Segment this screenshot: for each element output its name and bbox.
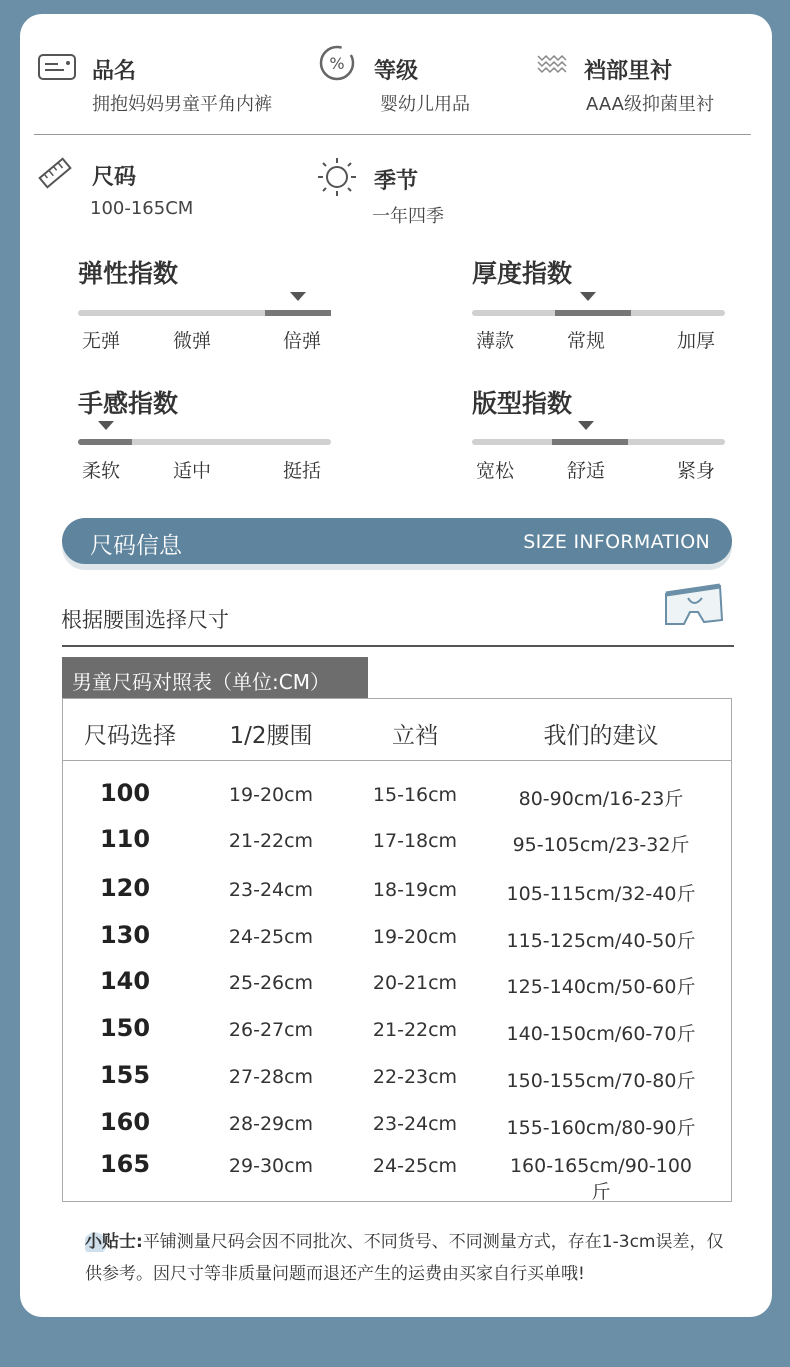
- waist-cell: 24-25cm: [228, 926, 314, 948]
- fit-label-0: 宽松: [476, 460, 515, 482]
- underwear-icon: [660, 580, 728, 630]
- table-header-size: 尺码选择: [84, 723, 176, 749]
- elastic-index-fill: [265, 310, 331, 316]
- waist-cell: 19-20cm: [228, 784, 314, 806]
- size-cell: 150: [99, 1014, 151, 1042]
- divider: [34, 134, 751, 135]
- feel-index-track: [78, 439, 331, 445]
- advice-cell: 105-115cm/32-40斤: [506, 883, 696, 905]
- thickness-index-track: [472, 310, 725, 316]
- attr-grade-label: 等级: [374, 59, 419, 84]
- thickness-label-0: 薄款: [476, 330, 515, 352]
- percent-icon: [318, 44, 356, 82]
- size-cell: 160: [99, 1108, 151, 1136]
- table-caption: 男童尺码对照表（单位:CM）: [72, 670, 330, 694]
- ruler-icon: [38, 156, 72, 190]
- waist-cell: 27-28cm: [228, 1066, 314, 1088]
- advice-cell: 155-160cm/80-90斤: [506, 1117, 696, 1139]
- elastic-label-1: 微弹: [173, 330, 212, 352]
- table-row: [63, 967, 733, 1007]
- thickness-index-title: 厚度指数: [472, 259, 573, 288]
- svg-text:%: %: [329, 54, 345, 73]
- size-cell: 100: [99, 779, 151, 807]
- waist-cell: 28-29cm: [228, 1113, 314, 1135]
- table-caption-tab: [62, 657, 368, 698]
- table-row: [63, 825, 733, 865]
- elastic-index-marker: [290, 292, 306, 301]
- advice-cell: 115-125cm/40-50斤: [506, 930, 696, 952]
- tip-label: 小贴士:: [85, 1232, 143, 1252]
- fit-index-title: 版型指数: [472, 389, 573, 418]
- table-row: [63, 1108, 733, 1148]
- fabric-icon: [536, 52, 570, 78]
- fit-label-1: 舒适: [567, 460, 606, 482]
- product-card: [20, 14, 772, 1317]
- thickness-index-marker: [580, 292, 596, 301]
- card-icon: [38, 54, 76, 80]
- tip-note: [85, 1226, 725, 1290]
- rise-cell: 15-16cm: [372, 784, 458, 806]
- table-row: [63, 779, 733, 819]
- feel-index-marker: [98, 421, 114, 430]
- attr-season-label: 季节: [374, 169, 419, 194]
- size-cell: 165: [99, 1150, 151, 1178]
- feel-label-0: 柔软: [82, 460, 121, 482]
- rise-cell: 19-20cm: [372, 926, 458, 948]
- fit-index-marker: [578, 421, 594, 430]
- waist-cell: 26-27cm: [228, 1019, 314, 1041]
- fit-index-fill: [552, 439, 628, 445]
- size-cell: 155: [99, 1061, 151, 1089]
- feel-index-fill: [78, 439, 132, 445]
- elastic-label-0: 无弹: [82, 330, 121, 352]
- section-rule: [62, 645, 734, 647]
- rise-cell: 17-18cm: [372, 830, 458, 852]
- table-header-rule: [63, 760, 731, 761]
- waist-cell: 29-30cm: [228, 1155, 314, 1177]
- rise-cell: 22-23cm: [372, 1066, 458, 1088]
- attr-size-label: 尺码: [92, 165, 137, 190]
- table-row: [63, 1014, 733, 1054]
- rise-cell: 20-21cm: [372, 972, 458, 994]
- table-header-rise: 立裆: [392, 723, 438, 749]
- thickness-label-1: 常规: [567, 330, 606, 352]
- elastic-index-title: 弹性指数: [78, 259, 179, 288]
- size-table: [62, 698, 732, 1202]
- waist-cell: 23-24cm: [228, 879, 314, 901]
- size-cell: 120: [99, 874, 151, 902]
- rise-cell: 24-25cm: [372, 1155, 458, 1177]
- advice-cell: 95-105cm/23-32斤: [512, 834, 690, 856]
- rise-cell: 18-19cm: [372, 879, 458, 901]
- sun-icon: [316, 156, 358, 198]
- rise-cell: 21-22cm: [372, 1019, 458, 1041]
- choose-by-text: 根据腰围选择尺寸: [61, 608, 229, 632]
- table-header-advice: 我们的建议: [543, 723, 659, 749]
- elastic-index-track: [78, 310, 331, 316]
- feel-label-1: 适中: [173, 460, 212, 482]
- attr-grade-value: 婴幼儿用品: [380, 94, 470, 115]
- size-info-banner: [62, 518, 732, 564]
- rise-cell: 23-24cm: [372, 1113, 458, 1135]
- banner-title-cn: 尺码信息: [90, 533, 182, 559]
- advice-cell: 160-165cm/90-100斤: [509, 1155, 693, 1203]
- advice-cell: 150-155cm/70-80斤: [506, 1070, 696, 1092]
- feel-index-title: 手感指数: [78, 389, 179, 418]
- waist-cell: 25-26cm: [228, 972, 314, 994]
- table-header-waist: 1/2腰围: [229, 723, 313, 749]
- thickness-label-2: 加厚: [677, 330, 716, 352]
- waist-cell: 21-22cm: [228, 830, 314, 852]
- size-cell: 110: [99, 825, 151, 853]
- feel-label-2: 挺括: [283, 460, 322, 482]
- attr-lining-value: AAA级抑菌里衬: [586, 94, 714, 115]
- table-row: [63, 1150, 733, 1203]
- fit-index-track: [472, 439, 725, 445]
- advice-cell: 125-140cm/50-60斤: [506, 976, 696, 998]
- size-cell: 140: [99, 967, 151, 995]
- attr-size-value: 100-165CM: [90, 198, 194, 219]
- table-row: [63, 1061, 733, 1101]
- attr-season-value: 一年四季: [372, 206, 444, 227]
- advice-cell: 140-150cm/60-70斤: [506, 1023, 696, 1045]
- banner-title-en: SIZE INFORMATION: [523, 531, 710, 553]
- table-row: [63, 874, 733, 914]
- fit-label-2: 紧身: [677, 460, 716, 482]
- advice-cell: 80-90cm/16-23斤: [518, 788, 684, 810]
- thickness-index-fill: [555, 310, 631, 316]
- attr-name-value: 拥抱妈妈男童平角内裤: [92, 94, 272, 115]
- tip-text: 平铺测量尺码会因不同批次、不同货号、不同测量方式，存在1-3cm误差，仅供参考。因尺寸等非质量问题而退还产生的运费由买家自行买单哦!: [85, 1232, 724, 1284]
- attr-lining-label: 裆部里衬: [584, 59, 673, 84]
- size-cell: 130: [99, 921, 151, 949]
- table-row: [63, 921, 733, 961]
- elastic-label-2: 倍弹: [283, 330, 322, 352]
- attr-name-label: 品名: [92, 59, 137, 84]
